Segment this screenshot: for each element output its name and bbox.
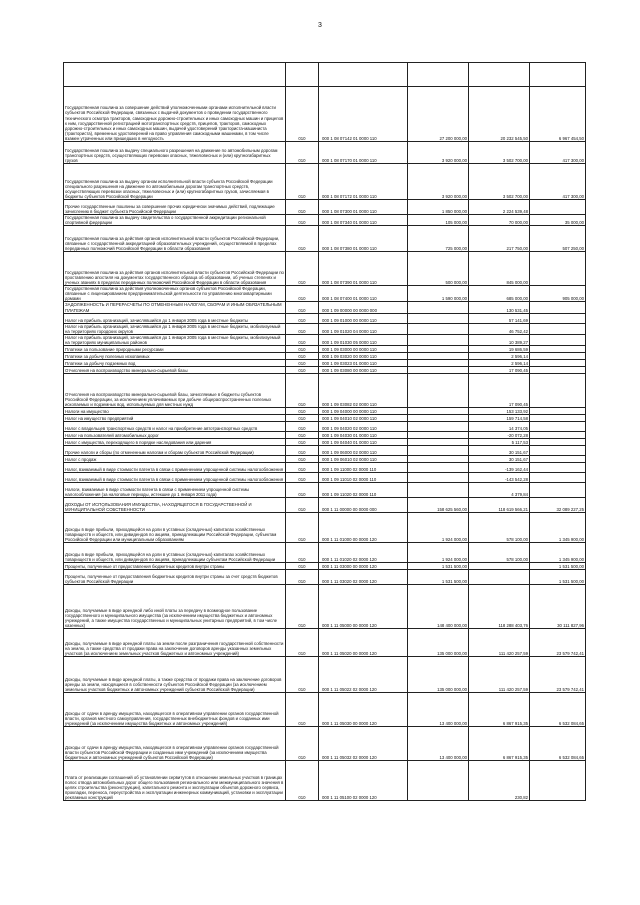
table-row xyxy=(64,483,586,498)
row-name-cell: Налог на пользователей автомобильных дорог xyxy=(64,432,286,439)
row-plan-cell: 148 400 000,00 xyxy=(408,585,469,629)
row-fact-cell: 20 232 545,50 xyxy=(469,87,530,142)
row-plan-cell: 725 000,00 xyxy=(408,226,469,252)
row-name-cell: Отчисления на воспроизводство минерально-сырьевой базы xyxy=(64,367,286,374)
row-rest-cell: 23 579 742,41 xyxy=(530,629,586,657)
row-fact-cell: 578 100,00 xyxy=(469,513,530,543)
table-row xyxy=(64,313,586,323)
row-plan-cell xyxy=(408,313,469,323)
row-plan-cell xyxy=(408,367,469,374)
row-name-cell: Государственная пошлина за действия органов исполнительной власти субъектов Российской Федерации, связанные с государственной аккредитацией образовательных учреждений, осуществляемой в пределах переданных полномочий Российской Федерации в области образования xyxy=(64,226,286,252)
row-code-cell: 010 xyxy=(286,513,319,543)
row-kbk-cell: 000 1 11 05000 00 0000 120 xyxy=(319,585,408,629)
row-kbk-cell: 000 1 08 07172 01 0000 110 xyxy=(319,164,408,200)
row-rest-cell: 1 345 900,00 xyxy=(530,543,586,563)
row-kbk-cell: 000 1 08 07340 01 0000 110 xyxy=(319,215,408,226)
row-rest-cell: 6 967 454,50 xyxy=(530,87,586,142)
row-kbk-cell: 000 1 08 07300 01 0000 110 xyxy=(319,200,408,215)
row-plan-cell: 1 924 000,00 xyxy=(408,513,469,543)
row-rest-cell: 30 111 827,96 xyxy=(530,585,586,629)
row-fact-cell: 57 141,69 xyxy=(469,313,530,323)
row-plan-cell xyxy=(408,63,469,87)
row-name-cell: Государственная пошлина за действия уполномоченных органов субъектов Российской Федерации, связанные с лицензированием предпринимательской деятельности по управлению многоквартирными домами xyxy=(64,286,286,302)
row-code-cell: 010 xyxy=(286,302,319,313)
row-code-cell: 010 xyxy=(286,164,319,200)
row-code-cell xyxy=(286,63,319,87)
row-kbk-cell: 000 1 09 03020 00 0000 110 xyxy=(319,353,408,360)
row-plan-cell xyxy=(408,346,469,353)
row-name-cell: Плата от реализации соглашений об установлении сервитутов в отношении земельных участков в границах полос отвода автомобильных дорог общего пользования регионального или межмуниципального значения в целях строительства (реконструкции), капитального ремонта и эксплуатации объектов дорожного сервиса, прокладки, переноса, переустройства и эксплуатации инженерных коммуникаций, установки и эксплуатации рекламных конструкций xyxy=(64,761,286,801)
row-kbk-cell: 000 1 11 05032 02 0000 120 xyxy=(319,727,408,761)
row-code-cell: 010 xyxy=(286,252,319,286)
row-rest-cell xyxy=(530,473,586,483)
row-fact-cell: 19 686,59 xyxy=(469,346,530,353)
row-code-cell: 010 xyxy=(286,422,319,432)
table-row xyxy=(64,585,586,629)
row-rest-cell: 1 531 500,00 xyxy=(530,563,586,570)
row-rest-cell xyxy=(530,302,586,313)
page-number: 3 xyxy=(318,22,322,29)
row-plan-cell: 3 920 000,00 xyxy=(408,142,469,164)
row-plan-cell xyxy=(408,439,469,446)
table-body xyxy=(64,63,586,801)
row-rest-cell xyxy=(530,353,586,360)
row-kbk-cell: 000 1 11 00000 00 0000 000 xyxy=(319,498,408,513)
table-row xyxy=(64,302,586,313)
row-name-cell: Прочие государственные пошлины за совершение прочих юридически значимых действий, подлежащие зачислению в бюджет субъекта Российской Федерации xyxy=(64,200,286,215)
row-name-cell: Налог с владельцев транспортных средств и налог на приобретение автотранспортных средств xyxy=(64,422,286,432)
row-code-cell: 010 xyxy=(286,142,319,164)
row-fact-cell: 30 151,67 xyxy=(469,446,530,456)
row-kbk-cell: 000 1 11 05030 00 0000 120 xyxy=(319,693,408,727)
row-plan-cell: 27 200 000,00 xyxy=(408,87,469,142)
row-kbk-cell: 000 1 09 00000 00 0000 000 xyxy=(319,302,408,313)
row-kbk-cell: 000 1 09 03082 02 0000 110 xyxy=(319,374,408,408)
row-plan-cell: 105 000,00 xyxy=(408,215,469,226)
row-plan-cell: 1 590 000,00 xyxy=(408,286,469,302)
row-plan-cell xyxy=(408,473,469,483)
row-kbk-cell: 000 1 09 04000 00 0000 110 xyxy=(319,408,408,415)
row-name-cell: Налог на имущество предприятий xyxy=(64,415,286,422)
row-code-cell: 010 xyxy=(286,585,319,629)
row-kbk-cell: 000 1 09 01030 05 0000 110 xyxy=(319,334,408,345)
row-code-cell: 010 xyxy=(286,629,319,657)
row-kbk-cell: 000 1 09 06000 02 0000 110 xyxy=(319,446,408,456)
table-row xyxy=(64,570,586,585)
row-plan-cell xyxy=(408,323,469,334)
row-code-cell: 010 xyxy=(286,367,319,374)
table-row xyxy=(64,286,586,302)
row-name-cell: Налог на прибыль организаций, зачислявшийся до 1 января 2005 года в местные бюджеты xyxy=(64,313,286,323)
table-row xyxy=(64,374,586,408)
row-plan-cell xyxy=(408,334,469,345)
row-name-cell: Доходы, получаемые в виде арендной либо иной платы за передачу в возмездное пользование государственного и муниципального имущества (за исключением имущества бюджетных и автономных учреждений, а также имущества государственных и муниципальных унитарных предприятий, в том числе казенных) xyxy=(64,585,286,629)
row-fact-cell: -143 542,28 xyxy=(469,473,530,483)
row-plan-cell xyxy=(408,415,469,422)
row-name-cell: ЗАДОЛЖЕННОСТЬ И ПЕРЕРАСЧЕТЫ ПО ОТМЕНЕННЫМ НАЛОГАМ, СБОРАМ И ИНЫМ ОБЯЗАТЕЛЬНЫМ ПЛАТЕЖАМ xyxy=(64,302,286,313)
row-plan-cell xyxy=(408,422,469,432)
row-rest-cell xyxy=(530,360,586,367)
table-row xyxy=(64,446,586,456)
row-code-cell: 010 xyxy=(286,446,319,456)
table-row xyxy=(64,360,586,367)
row-plan-cell: 1 924 000,00 xyxy=(408,543,469,563)
row-plan-cell: 1 850 000,00 xyxy=(408,200,469,215)
row-name-cell: Проценты, полученные от предоставления бюджетных кредитов внутри страны xyxy=(64,563,286,570)
table-row xyxy=(64,323,586,334)
table-row xyxy=(64,456,586,463)
table-row xyxy=(64,346,586,353)
row-name-cell: Доходы от сдачи в аренду имущества, находящегося в оперативном управлении органов государственной власти субъектов Российской Федерации и созданных ими учреждений (за исключением имущества бюджетных и автономных учреждений субъектов Российской Федерации) xyxy=(64,727,286,761)
table-row xyxy=(64,142,586,164)
row-rest-cell xyxy=(530,313,586,323)
row-rest-cell: 905 000,00 xyxy=(530,286,586,302)
row-kbk-cell: 000 1 09 04020 02 0000 110 xyxy=(319,422,408,432)
row-fact-cell: 70 000,00 xyxy=(469,215,530,226)
table-row xyxy=(64,353,586,360)
row-rest-cell xyxy=(530,367,586,374)
row-code-cell: 010 xyxy=(286,200,319,215)
table-row xyxy=(64,200,586,215)
row-name-cell: Проценты, полученные от предоставления бюджетных кредитов внутри страны за счет средств бюджетов субъектов Российской Федерации xyxy=(64,570,286,585)
row-name-cell: Государственная пошлина за выдачу свидетельства о государственной аккредитации региональной спортивной федерации xyxy=(64,215,286,226)
row-fact-cell: 10 389,27 xyxy=(469,334,530,345)
row-plan-cell xyxy=(408,353,469,360)
row-rest-cell: 6 532 084,65 xyxy=(530,727,586,761)
row-plan-cell: 13 400 000,00 xyxy=(408,693,469,727)
table-row xyxy=(64,761,586,801)
row-plan-cell: 3 920 000,00 xyxy=(408,164,469,200)
row-code-cell: 010 xyxy=(286,727,319,761)
row-kbk-cell: 000 1 09 03080 00 0000 110 xyxy=(319,367,408,374)
row-name-cell: Доходы в виде прибыли, приходящейся на доли в уставных (складочных) капиталах хозяйственных товариществ и обществ, или дивидендов по акциям, принадлежащим субъектам Российской Федерации xyxy=(64,543,286,563)
row-kbk-cell: 000 1 08 07170 01 0000 110 xyxy=(319,142,408,164)
row-fact-cell: 159 714,58 xyxy=(469,415,530,422)
row-fact-cell: 3 502 700,00 xyxy=(469,142,530,164)
row-fact-cell: 46 752,42 xyxy=(469,323,530,334)
row-code-cell: 010 xyxy=(286,657,319,693)
row-fact-cell: 14 374,05 xyxy=(469,422,530,432)
row-plan-cell xyxy=(408,483,469,498)
row-code-cell: 010 xyxy=(286,346,319,353)
row-code-cell: 010 xyxy=(286,463,319,473)
row-fact-cell: -20 072,28 xyxy=(469,432,530,439)
row-plan-cell xyxy=(408,302,469,313)
table-row xyxy=(64,513,586,543)
row-rest-cell xyxy=(530,408,586,415)
table-row xyxy=(64,473,586,483)
row-fact-cell: 6 867 915,35 xyxy=(469,693,530,727)
table-row xyxy=(64,252,586,286)
row-plan-cell: 1 531 500,00 xyxy=(408,570,469,585)
row-name-cell: Государственная пошлина за выдачу органом исполнительной власти субъекта Российской Федерации специального разрешения на движение по автомобильным дорогам транспортных средств, осуществляющих перевозки опасных, тяжеловесных и (или) крупногабаритных грузов, зачисляемая в бюджеты субъектов Российской Федерации xyxy=(64,164,286,200)
row-rest-cell: 32 089 227,25 xyxy=(530,498,586,513)
table-row xyxy=(64,498,586,513)
table-row xyxy=(64,657,586,693)
row-rest-cell xyxy=(530,761,586,801)
row-kbk-cell: 000 1 08 07380 01 0000 110 xyxy=(319,226,408,252)
row-kbk-cell: 000 1 09 03023 01 0000 110 xyxy=(319,360,408,367)
row-plan-cell xyxy=(408,374,469,408)
row-rest-cell xyxy=(530,456,586,463)
row-rest-cell: 1 345 900,00 xyxy=(530,513,586,543)
row-name-cell: Отчисления на воспроизводство минерально-сырьевой базы, зачисляемые в бюджеты субъектов Российской Федерации, за исключением уплачиваемых при добыче общераспространенных полезных ископаемых и подземных вод, используемых для местных нужд xyxy=(64,374,286,408)
row-rest-cell: 6 532 084,65 xyxy=(530,693,586,727)
row-rest-cell xyxy=(530,483,586,498)
row-fact-cell xyxy=(469,63,530,87)
row-fact-cell xyxy=(469,570,530,585)
row-kbk-cell: 000 1 11 03020 02 0000 120 xyxy=(319,570,408,585)
row-name-cell: Налог на прибыль организаций, зачислявшийся до 1 января 2005 года в местные бюджеты, мобилизуемый на территориях муниципальных районов xyxy=(64,334,286,345)
row-name-cell: Прочие налоги и сборы (по отмененным налогам и сборам субъектов Российской Федерации) xyxy=(64,446,286,456)
row-fact-cell: 130 531,45 xyxy=(469,302,530,313)
row-kbk-cell: 000 1 11 05022 02 0000 120 xyxy=(319,657,408,693)
row-name-cell: Платежи за пользование природными ресурсами xyxy=(64,346,286,353)
row-name-cell: Государственная пошлина за совершение действий уполномоченными органами исполнительной власти субъектов Российской Федерации, связанных с выдачей документов о проведении государственного технического осмотра тракторов, самоходных дорожно-строительных и иных самоходных машин и прицепов к ним, государственной регистрацией мототранспортных средств, прицепов, тракторов, самоходных дорожно-строительных и иных самоходных машин, выдачей удостоверений тракториста-машиниста (тракториста), временных удостоверений на право управления самоходными машинами, в том числе взамен утраченных или пришедших в негодность xyxy=(64,87,286,142)
table-row xyxy=(64,727,586,761)
row-rest-cell xyxy=(530,323,586,334)
row-code-cell: 010 xyxy=(286,693,319,727)
row-name-cell: Налог, взимаемый в виде стоимости патента в связи с применением упрощенной системы налогообложения xyxy=(64,463,286,473)
row-kbk-cell: 000 1 09 04010 02 0000 110 xyxy=(319,415,408,422)
row-plan-cell xyxy=(408,456,469,463)
row-code-cell: 010 xyxy=(286,432,319,439)
row-kbk-cell: 000 1 09 01020 04 0000 110 xyxy=(319,323,408,334)
row-code-cell: 010 xyxy=(286,761,319,801)
row-fact-cell: 111 420 257,59 xyxy=(469,629,530,657)
row-code-cell: 010 xyxy=(286,215,319,226)
row-kbk-cell xyxy=(319,63,408,87)
row-fact-cell: 685 000,00 xyxy=(469,286,530,302)
row-kbk-cell: 000 1 11 05100 02 0000 120 xyxy=(319,761,408,801)
row-rest-cell xyxy=(530,334,586,345)
row-plan-cell: 135 000 000,00 xyxy=(408,657,469,693)
row-code-cell: 010 xyxy=(286,473,319,483)
row-rest-cell: 1 531 500,00 xyxy=(530,570,586,585)
row-fact-cell: 118 619 566,21 xyxy=(469,498,530,513)
row-code-cell: 010 xyxy=(286,456,319,463)
row-code-cell: 010 xyxy=(286,87,319,142)
row-plan-cell: 158 625 560,00 xyxy=(408,498,469,513)
row-kbk-cell: 000 1 09 01000 00 0000 110 xyxy=(319,313,408,323)
row-fact-cell: 2 596,14 xyxy=(469,360,530,367)
row-kbk-cell: 000 1 08 07400 01 0000 110 xyxy=(319,286,408,302)
row-code-cell: 010 xyxy=(286,408,319,415)
row-plan-cell xyxy=(408,463,469,473)
row-name-cell: Налог с продаж xyxy=(64,456,286,463)
row-fact-cell: 153 133,92 xyxy=(469,408,530,415)
table-row xyxy=(64,422,586,432)
row-code-cell: 010 xyxy=(286,374,319,408)
row-kbk-cell: 000 1 09 11020 02 0000 110 xyxy=(319,483,408,498)
row-name-cell: Доходы от сдачи в аренду имущества, находящегося в оперативном управлении органов государственной власти, органов местного самоуправления, государственных внебюджетных фондов и созданных ими учреждений (за исключением имущества бюджетных и автономных учреждений) xyxy=(64,693,286,727)
row-fact-cell: 230,82 xyxy=(469,761,530,801)
row-code-cell: 010 xyxy=(286,286,319,302)
row-name-cell: Налоги на имущество xyxy=(64,408,286,415)
row-plan-cell: 500 000,00 xyxy=(408,252,469,286)
row-name-cell: Налог с имущества, переходящего в порядке наследования или дарения xyxy=(64,439,286,446)
row-fact-cell: 5 117,53 xyxy=(469,439,530,446)
row-rest-cell xyxy=(530,346,586,353)
row-kbk-cell: 000 1 09 04040 01 0000 110 xyxy=(319,439,408,446)
row-kbk-cell: 000 1 11 05020 00 0000 120 xyxy=(319,629,408,657)
table-row xyxy=(64,63,586,87)
row-fact-cell: 17 090,45 xyxy=(469,374,530,408)
row-name-cell: Государственная пошлина за выдачу специального разрешения на движение по автомобильным дорогам транспортных средств, осуществляющих перевозки опасных, тяжеловесных и (или) крупногабаритных грузов xyxy=(64,142,286,164)
row-fact-cell: -139 162,44 xyxy=(469,463,530,473)
row-code-cell: 010 xyxy=(286,563,319,570)
row-plan-cell xyxy=(408,761,469,801)
row-fact-cell: 111 420 257,59 xyxy=(469,657,530,693)
table-row xyxy=(64,415,586,422)
table-row xyxy=(64,215,586,226)
row-kbk-cell: 000 1 09 04030 01 0000 110 xyxy=(319,432,408,439)
row-name-cell: Доходы, получаемые в виде арендной платы, а также средства от продажи права на заключение договоров аренды за земли, находящиеся в собственности субъектов Российской Федерации (за исключением земельных участков бюджетных и автономных учреждений субъектов Российской Федерации) xyxy=(64,657,286,693)
row-fact-cell: 6 867 915,35 xyxy=(469,727,530,761)
row-kbk-cell: 000 1 09 03000 00 0000 110 xyxy=(319,346,408,353)
row-name-cell: Платежи за добычу подземных вод xyxy=(64,360,286,367)
row-fact-cell: 17 090,45 xyxy=(469,367,530,374)
table-row xyxy=(64,226,586,252)
revenue-table xyxy=(63,62,586,801)
row-code-cell: 010 xyxy=(286,353,319,360)
row-name-cell: Государственная пошлина за действия органов исполнительной власти субъектов Российской Федерации по проставлению апостиля на документах государственного образца об образовании, об ученых степенях и ученых званиях в пределах переданных полномочий Российской Федерации в области образования xyxy=(64,252,286,286)
row-rest-cell xyxy=(530,63,586,87)
table-row xyxy=(64,87,586,142)
table-row xyxy=(64,543,586,563)
row-fact-cell: 118 288 403,76 xyxy=(469,585,530,629)
row-name-cell: Налоги, взимаемые в виде стоимости патента в связи с применением упрощенной системы налогообложения (за налоговые периоды, истекшие до 1 января 2011 года) xyxy=(64,483,286,498)
row-rest-cell xyxy=(530,422,586,432)
row-code-cell: 010 xyxy=(286,313,319,323)
row-kbk-cell: 000 1 08 07390 01 0000 110 xyxy=(319,252,408,286)
table-row xyxy=(64,334,586,345)
row-fact-cell: 4 379,84 xyxy=(469,483,530,498)
row-rest-cell xyxy=(530,432,586,439)
row-kbk-cell: 000 1 09 11010 02 0000 110 xyxy=(319,473,408,483)
row-fact-cell: 3 502 700,00 xyxy=(469,164,530,200)
row-name-cell: Платежи за добычу полезных ископаемых xyxy=(64,353,286,360)
row-fact-cell: 2 596,14 xyxy=(469,353,530,360)
row-plan-cell xyxy=(408,446,469,456)
row-fact-cell: 217 750,00 xyxy=(469,226,530,252)
row-name-cell xyxy=(64,63,286,87)
row-rest-cell xyxy=(530,374,586,408)
table-row xyxy=(64,164,586,200)
row-fact-cell: 845 000,00 xyxy=(469,252,530,286)
table-row xyxy=(64,629,586,657)
row-code-cell: 010 xyxy=(286,334,319,345)
row-rest-cell: 35 000,00 xyxy=(530,215,586,226)
row-rest-cell: 23 579 742,41 xyxy=(530,657,586,693)
table-row xyxy=(64,367,586,374)
row-fact-cell: 30 151,67 xyxy=(469,456,530,463)
row-kbk-cell: 000 1 08 07142 01 0000 110 xyxy=(319,87,408,142)
row-rest-cell: 417 300,00 xyxy=(530,142,586,164)
row-code-cell: 010 xyxy=(286,570,319,585)
row-code-cell: 010 xyxy=(286,439,319,446)
row-plan-cell xyxy=(408,432,469,439)
row-plan-cell: 1 531 500,00 xyxy=(408,563,469,570)
row-rest-cell xyxy=(530,415,586,422)
row-name-cell: ДОХОДЫ ОТ ИСПОЛЬЗОВАНИЯ ИМУЩЕСТВА, НАХОДЯЩЕГОСЯ В ГОСУДАРСТВЕННОЙ И МУНИЦИПАЛЬНОЙ СОБСТВЕННОСТИ xyxy=(64,498,286,513)
table-row xyxy=(64,563,586,570)
row-code-cell: 010 xyxy=(286,226,319,252)
row-code-cell: 010 xyxy=(286,483,319,498)
row-rest-cell xyxy=(530,439,586,446)
row-kbk-cell: 000 1 11 03000 00 0000 120 xyxy=(319,563,408,570)
row-fact-cell: 2 224 539,48 xyxy=(469,200,530,215)
row-plan-cell: 135 000 000,00 xyxy=(408,629,469,657)
row-rest-cell xyxy=(530,446,586,456)
row-kbk-cell: 000 1 11 01020 02 0000 120 xyxy=(319,543,408,563)
row-code-cell: 010 xyxy=(286,543,319,563)
row-rest-cell xyxy=(530,252,586,286)
table-row xyxy=(64,432,586,439)
row-code-cell: 010 xyxy=(286,360,319,367)
row-rest-cell: 507 250,00 xyxy=(530,226,586,252)
row-kbk-cell: 000 1 09 06010 02 0000 110 xyxy=(319,456,408,463)
row-name-cell: Доходы в виде прибыли, приходящейся на доли в уставных (складочных) капиталах хозяйственных товариществ и обществ, или дивидендов по акциям, принадлежащим Российской Федерации, субъектам Российской Федерации или муниципальным образованиям xyxy=(64,513,286,543)
row-name-cell: Налог, взимаемый в виде стоимости патента в связи с применением упрощенной системы налогообложения xyxy=(64,473,286,483)
row-code-cell: 010 xyxy=(286,415,319,422)
row-rest-cell xyxy=(530,200,586,215)
table-row xyxy=(64,693,586,727)
row-code-cell: 010 xyxy=(286,323,319,334)
row-rest-cell xyxy=(530,463,586,473)
row-code-cell: 010 xyxy=(286,498,319,513)
table-row xyxy=(64,408,586,415)
table-row xyxy=(64,463,586,473)
row-fact-cell xyxy=(469,563,530,570)
row-name-cell: Налог на прибыль организаций, зачислявшийся до 1 января 2005 года в местные бюджеты, мобилизуемый на территориях городских округов xyxy=(64,323,286,334)
row-plan-cell xyxy=(408,360,469,367)
row-fact-cell: 578 100,00 xyxy=(469,543,530,563)
row-kbk-cell: 000 1 09 11000 02 0000 110 xyxy=(319,463,408,473)
row-plan-cell: 13 400 000,00 xyxy=(408,727,469,761)
row-kbk-cell: 000 1 11 01000 00 0000 120 xyxy=(319,513,408,543)
row-plan-cell xyxy=(408,408,469,415)
row-rest-cell: 417 300,00 xyxy=(530,164,586,200)
table-row xyxy=(64,439,586,446)
row-name-cell: Доходы, получаемые в виде арендной платы за земли после разграничения государственной собственности на землю, а также средства от продажи права на заключение договоров аренды указанных земельных участков (за исключением земельных участков бюджетных и автономных учреждений) xyxy=(64,629,286,657)
